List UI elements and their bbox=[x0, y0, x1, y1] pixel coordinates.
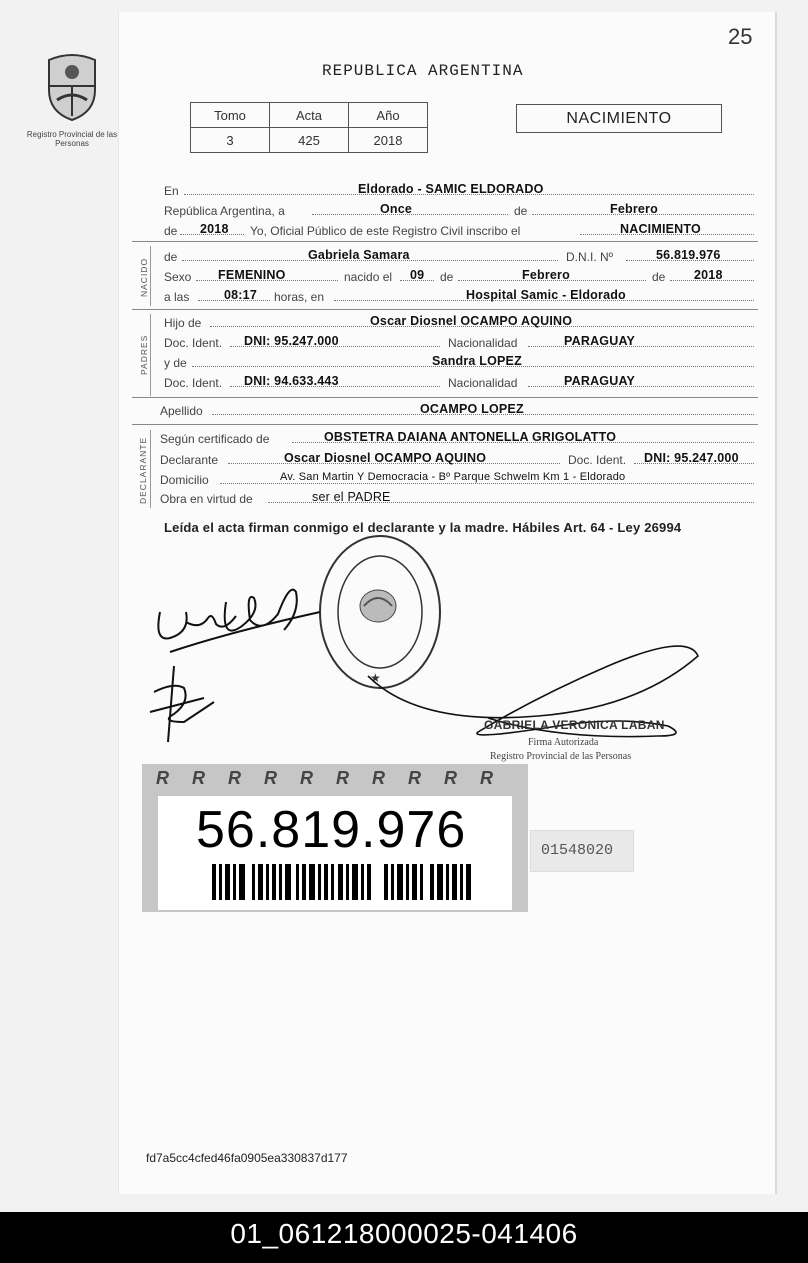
row-father bbox=[164, 314, 754, 332]
label-doc-ident3: Doc. Ident. bbox=[568, 453, 627, 467]
label-apellido: Apellido bbox=[160, 404, 203, 418]
svg-text:★: ★ bbox=[370, 671, 381, 685]
label-declarante: Declarante bbox=[160, 453, 219, 467]
label-obra: Obra en virtud de bbox=[160, 492, 253, 506]
row-declarant bbox=[160, 451, 754, 469]
label-segun: Según certificado de bbox=[160, 432, 270, 446]
value-ano: 2018 bbox=[349, 128, 428, 153]
value-month-registered: Febrero bbox=[610, 202, 658, 216]
page-number: 25 bbox=[728, 24, 753, 49]
value-birth-month: Febrero bbox=[522, 268, 570, 282]
label-a-las: a las bbox=[164, 290, 190, 304]
label-nacido-el: nacido el bbox=[344, 270, 393, 284]
header-tomo: Tomo bbox=[191, 103, 270, 128]
barcode-icon bbox=[212, 864, 472, 900]
value-acta: 425 bbox=[270, 128, 349, 153]
value-act-type: NACIMIENTO bbox=[620, 222, 701, 236]
value-year-registered: 2018 bbox=[200, 222, 229, 236]
document-hash: fd7a5cc4cfed46fa0905ea330837d177 bbox=[146, 1151, 348, 1165]
value-birth-year: 2018 bbox=[694, 268, 723, 282]
value-mother-name: Sandra LOPEZ bbox=[432, 354, 522, 368]
value-mother-doc: DNI: 94.633.443 bbox=[244, 374, 339, 388]
label-republica: República Argentina, a bbox=[164, 204, 285, 218]
value-sex: FEMENINO bbox=[218, 268, 286, 282]
value-father-name: Oscar Diosnel OCAMPO AQUINO bbox=[370, 314, 573, 328]
label-nacionalidad2: Nacionalidad bbox=[448, 376, 518, 390]
label-de2: de bbox=[164, 224, 178, 238]
label-de: de bbox=[514, 204, 528, 218]
coat-of-arms-icon bbox=[43, 50, 101, 122]
value-birth-day: 09 bbox=[410, 268, 425, 282]
label-de4: de bbox=[440, 270, 454, 284]
row-date bbox=[164, 202, 754, 220]
control-number-label bbox=[530, 830, 634, 872]
control-number: 01548020 bbox=[541, 842, 614, 859]
value-birth-place: Hospital Samic - Eldorado bbox=[466, 288, 626, 302]
row-surname bbox=[160, 402, 754, 420]
label-dni: D.N.I. Nº bbox=[566, 250, 614, 264]
row-mother-doc bbox=[164, 374, 754, 392]
value-certificate-by: OBSTETRA DAIANA ANTONELLA GRIGOLATTO bbox=[324, 430, 617, 444]
label-de3: de bbox=[164, 250, 178, 264]
value-declarant-doc: DNI: 95.247.000 bbox=[644, 451, 739, 465]
value-place: Eldorado - SAMIC ELDORADO bbox=[358, 182, 544, 196]
label-doc-ident2: Doc. Ident. bbox=[164, 376, 223, 390]
label-en: En bbox=[164, 184, 179, 198]
value-father-doc: DNI: 95.247.000 bbox=[244, 334, 339, 348]
section-parents: PADRES bbox=[139, 334, 149, 375]
value-mother-nationality: PARAGUAY bbox=[564, 374, 636, 388]
label-hijo-de: Hijo de bbox=[164, 316, 202, 330]
footer-bar bbox=[0, 1212, 808, 1263]
value-child-dni: 56.819.976 bbox=[656, 248, 721, 262]
label-doc-ident: Doc. Ident. bbox=[164, 336, 223, 350]
label-yo: Yo, Oficial Público de este Registro Civil inscribo el bbox=[250, 224, 521, 238]
footer-code: 01_061218000025-041406 bbox=[230, 1218, 578, 1249]
value-birth-time: 08:17 bbox=[224, 288, 257, 302]
row-certificate bbox=[160, 430, 754, 448]
row-act bbox=[164, 222, 754, 240]
value-address: Av. San Martin Y Democracia - Bº Parque Schwelm Km 1 - Eldorado bbox=[280, 471, 626, 483]
record-table bbox=[190, 102, 428, 153]
value-surname: OCAMPO LOPEZ bbox=[420, 402, 524, 416]
record-type-box: NACIMIENTO bbox=[516, 104, 722, 133]
closing-statement: Leída el acta firman conmigo el declarante y la madre. Hábiles Art. 64 - Ley 26994 bbox=[164, 520, 682, 535]
label-domicilio: Domicilio bbox=[160, 473, 209, 487]
dni-number-label: R R R R R R R R R R 56.819.976 bbox=[142, 764, 528, 912]
officer-name: GABRIELA VERONICA LABAN bbox=[484, 718, 665, 732]
declarant-signature bbox=[150, 572, 330, 662]
mother-signature bbox=[144, 662, 234, 746]
label-y-de: y de bbox=[164, 356, 187, 370]
section-declarant: DECLARANTE bbox=[138, 436, 148, 504]
officer-role: Firma Autorizada bbox=[528, 737, 599, 748]
value-day: Once bbox=[380, 202, 413, 216]
label-sexo: Sexo bbox=[164, 270, 192, 284]
row-place bbox=[164, 182, 754, 200]
registry-seal bbox=[24, 50, 120, 148]
dni-big-number: 56.819.976 bbox=[196, 801, 467, 859]
header-ano: Año bbox=[349, 103, 428, 128]
value-father-nationality: PARAGUAY bbox=[564, 334, 636, 348]
row-mother bbox=[164, 354, 754, 372]
row-sex bbox=[164, 268, 754, 286]
row-virtue bbox=[160, 490, 754, 508]
registry-caption: Registro Provincial de las Personas bbox=[26, 130, 118, 148]
officer-org: Registro Provincial de las Personas bbox=[490, 751, 632, 762]
row-address bbox=[160, 471, 754, 489]
row-child bbox=[164, 248, 754, 266]
value-child-name: Gabriela Samara bbox=[308, 248, 410, 262]
country-title: REPUBLICA ARGENTINA bbox=[322, 62, 524, 80]
value-declarant: Oscar Diosnel OCAMPO AQUINO bbox=[284, 451, 487, 465]
label-horas-en: horas, en bbox=[274, 290, 325, 304]
row-father-doc bbox=[164, 334, 754, 352]
label-nacionalidad: Nacionalidad bbox=[448, 336, 518, 350]
value-tomo: 3 bbox=[191, 128, 270, 153]
section-born: NACIDO bbox=[139, 257, 149, 297]
row-time bbox=[164, 288, 754, 306]
header-acta: Acta bbox=[270, 103, 349, 128]
label-de5: de bbox=[652, 270, 666, 284]
value-by-virtue: ser el PADRE bbox=[312, 490, 391, 504]
